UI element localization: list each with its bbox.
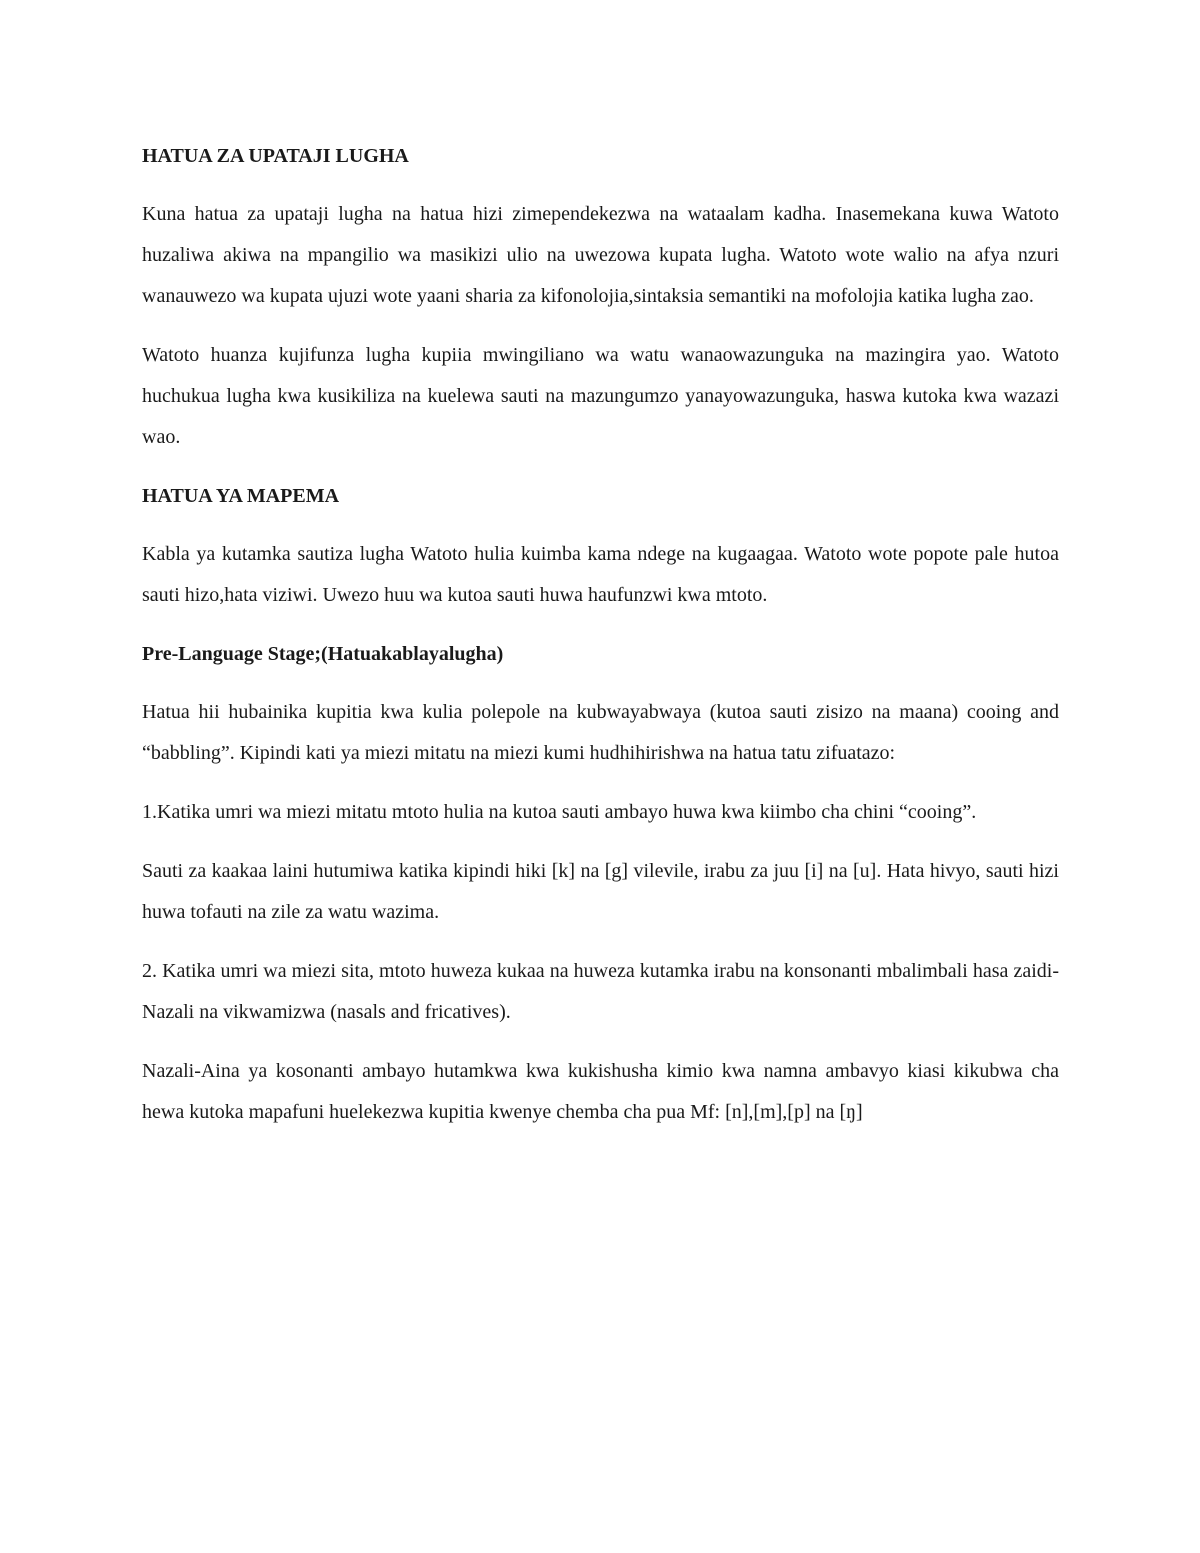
heading-hatua-ya-mapema: HATUA YA MAPEMA xyxy=(142,485,340,507)
heading-pre-language-stage: Pre-Language Stage;(Hatuakablayalugha) xyxy=(142,643,504,665)
paragraph-hatua-hii: Hatua hii hubainika kupitia kwa kulia polepole na kubwayabwaya (kutoa sauti zisizo na maana) cooing and “babbling”. Kipindi kati ya miezi mitatu na miezi kumi hudhihirishwa na hatua tatu zifuatazo: xyxy=(142,701,1059,764)
paragraph-watoto: Watoto huanza kujifunza lugha kupiia mwingiliano wa watu wanaowazunguka na mazingira yao. Watoto huchukua lugha kwa kusikiliza na kuelewa sauti na mazungumzo yanayowazunguka, haswa kutoka kwa wazazi wao. xyxy=(142,344,1059,448)
paragraph-miezi-mitatu: 1.Katika umri wa miezi mitatu mtoto hulia na kutoa sauti ambayo huwa kwa kiimbo cha chini “cooing”. xyxy=(142,801,977,823)
paragraph-nazali: Nazali-Aina ya kosonanti ambayo hutamkwa kwa kukishusha kimio kwa namna ambavyo kiasi kikubwa cha hewa kutoka mapafuni huelekezwa kupitia kwenye chemba cha pua Mf: [n],[m],[p] na [ŋ] xyxy=(142,1060,1059,1123)
paragraph-kabla: Kabla ya kutamka sautiza lugha Watoto hulia kuimba kama ndege na kugaagaa. Watoto wote popote pale hutoa sauti hizo,hata viziwi. Uwezo huu wa kutoa sauti huwa haufunzwi kwa mtoto. xyxy=(142,543,1059,606)
heading-upataji-lugha: HATUA ZA UPATAJI LUGHA xyxy=(142,145,409,167)
paragraph-intro: Kuna hatua za upataji lugha na hatua hizi zimependekezwa na wataalam kadha. Inasemekana kuwa Watoto huzaliwa akiwa na mpangilio wa masikizi ulio na uwezowa kupata lugha. Watoto wote walio na afya nzuri wanauwezo wa kupata ujuzi wote yaani sharia za kifonolojia,sintaksia semantiki na mofolojia katika lugha zao. xyxy=(142,203,1059,307)
paragraph-miezi-sita: 2. Katika umri wa miezi sita, mtoto huweza kukaa na huweza kutamka irabu na konsonanti mbalimbali hasa zaidi-Nazali na vikwamizwa (nasals and fricatives). xyxy=(142,960,1059,1023)
paragraph-sauti-kaakaa: Sauti za kaakaa laini hutumiwa katika kipindi hiki [k] na [g] vilevile, irabu za juu [i] na [u]. Hata hivyo, sauti hizi huwa tofauti na zile za watu wazima. xyxy=(142,860,1059,923)
document-page xyxy=(142,136,1059,1151)
